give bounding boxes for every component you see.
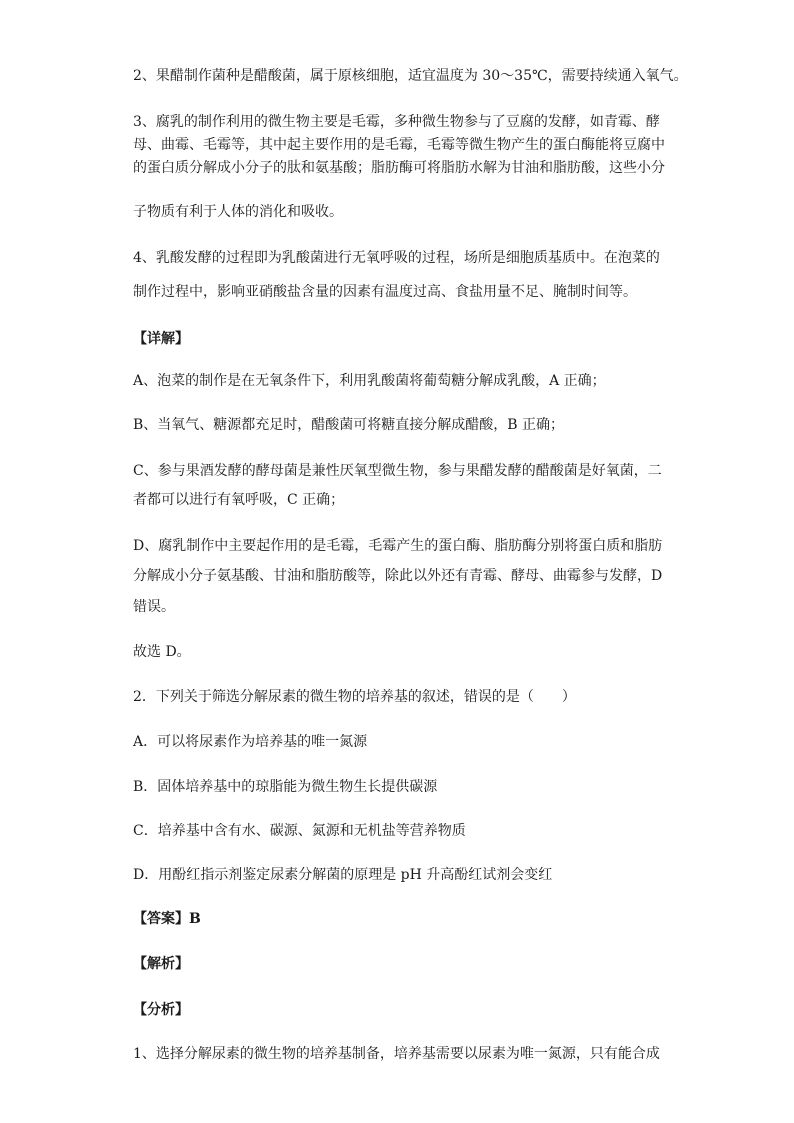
paragraph-line: 母、曲霉、毛霉等，其中起主要作用的是毛霉，毛霉等微生物产生的蛋白酶能将豆腐中 — [133, 137, 665, 153]
question-stem: 2．下列关于筛选分解尿素的微生物的培养基的叙述，错误的是（ ） — [133, 689, 576, 705]
section-heading-explanation: 【详解】 — [133, 331, 189, 347]
paragraph-line: 制作过程中，影响亚硝酸盐含量的因素有温度过高、食盐用量不足、腌制时间等。 — [133, 284, 637, 300]
paragraph-line: 故选 D。 — [133, 644, 191, 660]
paragraph-line: B、当氧气、糖源都充足时，醋酸菌可将糖直接分解成醋酸，B 正确； — [133, 417, 565, 433]
option-b: B．固体培养基中的琼脂能为微生物生长提供碳源 — [133, 779, 438, 795]
paragraph-line: 3、腐乳的制作利用的微生物主要是毛霉，多种微生物参与了豆腐的发酵，如青霉、酵 — [133, 114, 660, 130]
paragraph-line: A、泡菜的制作是在无氧条件下，利用乳酸菌将葡萄糖分解成乳酸，A 正确； — [133, 373, 606, 389]
paragraph-line: 1、选择分解尿素的微生物的培养基制备，培养基需要以尿素为唯一氮源，只有能合成 — [133, 1046, 660, 1062]
answer-heading: 【答案】B — [133, 911, 201, 927]
paragraph-line: 4、乳酸发酵的过程即为乳酸菌进行无氧呼吸的过程，场所是细胞质基质中。在泡菜的 — [133, 250, 660, 266]
option-a: A．可以将尿素作为培养基的唯一氮源 — [133, 734, 368, 750]
option-c: C．培养基中含有水、碳源、氮源和无机盐等营养物质 — [133, 823, 466, 839]
paragraph-line: 分解成小分子氨基酸、甘油和脂肪酸等，除此以外还有青霉、酵母、曲霉参与发酵，D — [133, 568, 663, 584]
paragraph-line: 子物质有利于人体的消化和吸收。 — [133, 204, 343, 220]
section-heading-analysis: 【分析】 — [133, 1002, 189, 1018]
option-d: D．用酚红指示剂鉴定尿素分解菌的原理是 pH 升高酚红试剂会变红 — [133, 867, 553, 883]
paragraph-line: 错误。 — [133, 599, 175, 615]
paragraph-line: 者都可以进行有氧呼吸，C 正确； — [133, 492, 345, 508]
paragraph-line: 2、果醋制作菌种是醋酸菌，属于原核细胞，适宜温度为 30～35℃，需要持续通入氧气。 — [133, 68, 688, 84]
paragraph-line: D、腐乳制作中主要起作用的是毛霉，毛霉产生的蛋白酶、脂肪酶分别将蛋白质和脂肪 — [133, 538, 663, 554]
paragraph-line: 的蛋白质分解成小分子的肽和氨基酸；脂肪酶可将脂肪水解为甘油和脂肪酸，这些小分 — [133, 160, 665, 176]
analysis-heading: 【解析】 — [133, 956, 189, 972]
paragraph-line: C、参与果酒发酵的酵母菌是兼性厌氧型微生物，参与果醋发酵的醋酸菌是好氧菌，二 — [133, 463, 662, 479]
